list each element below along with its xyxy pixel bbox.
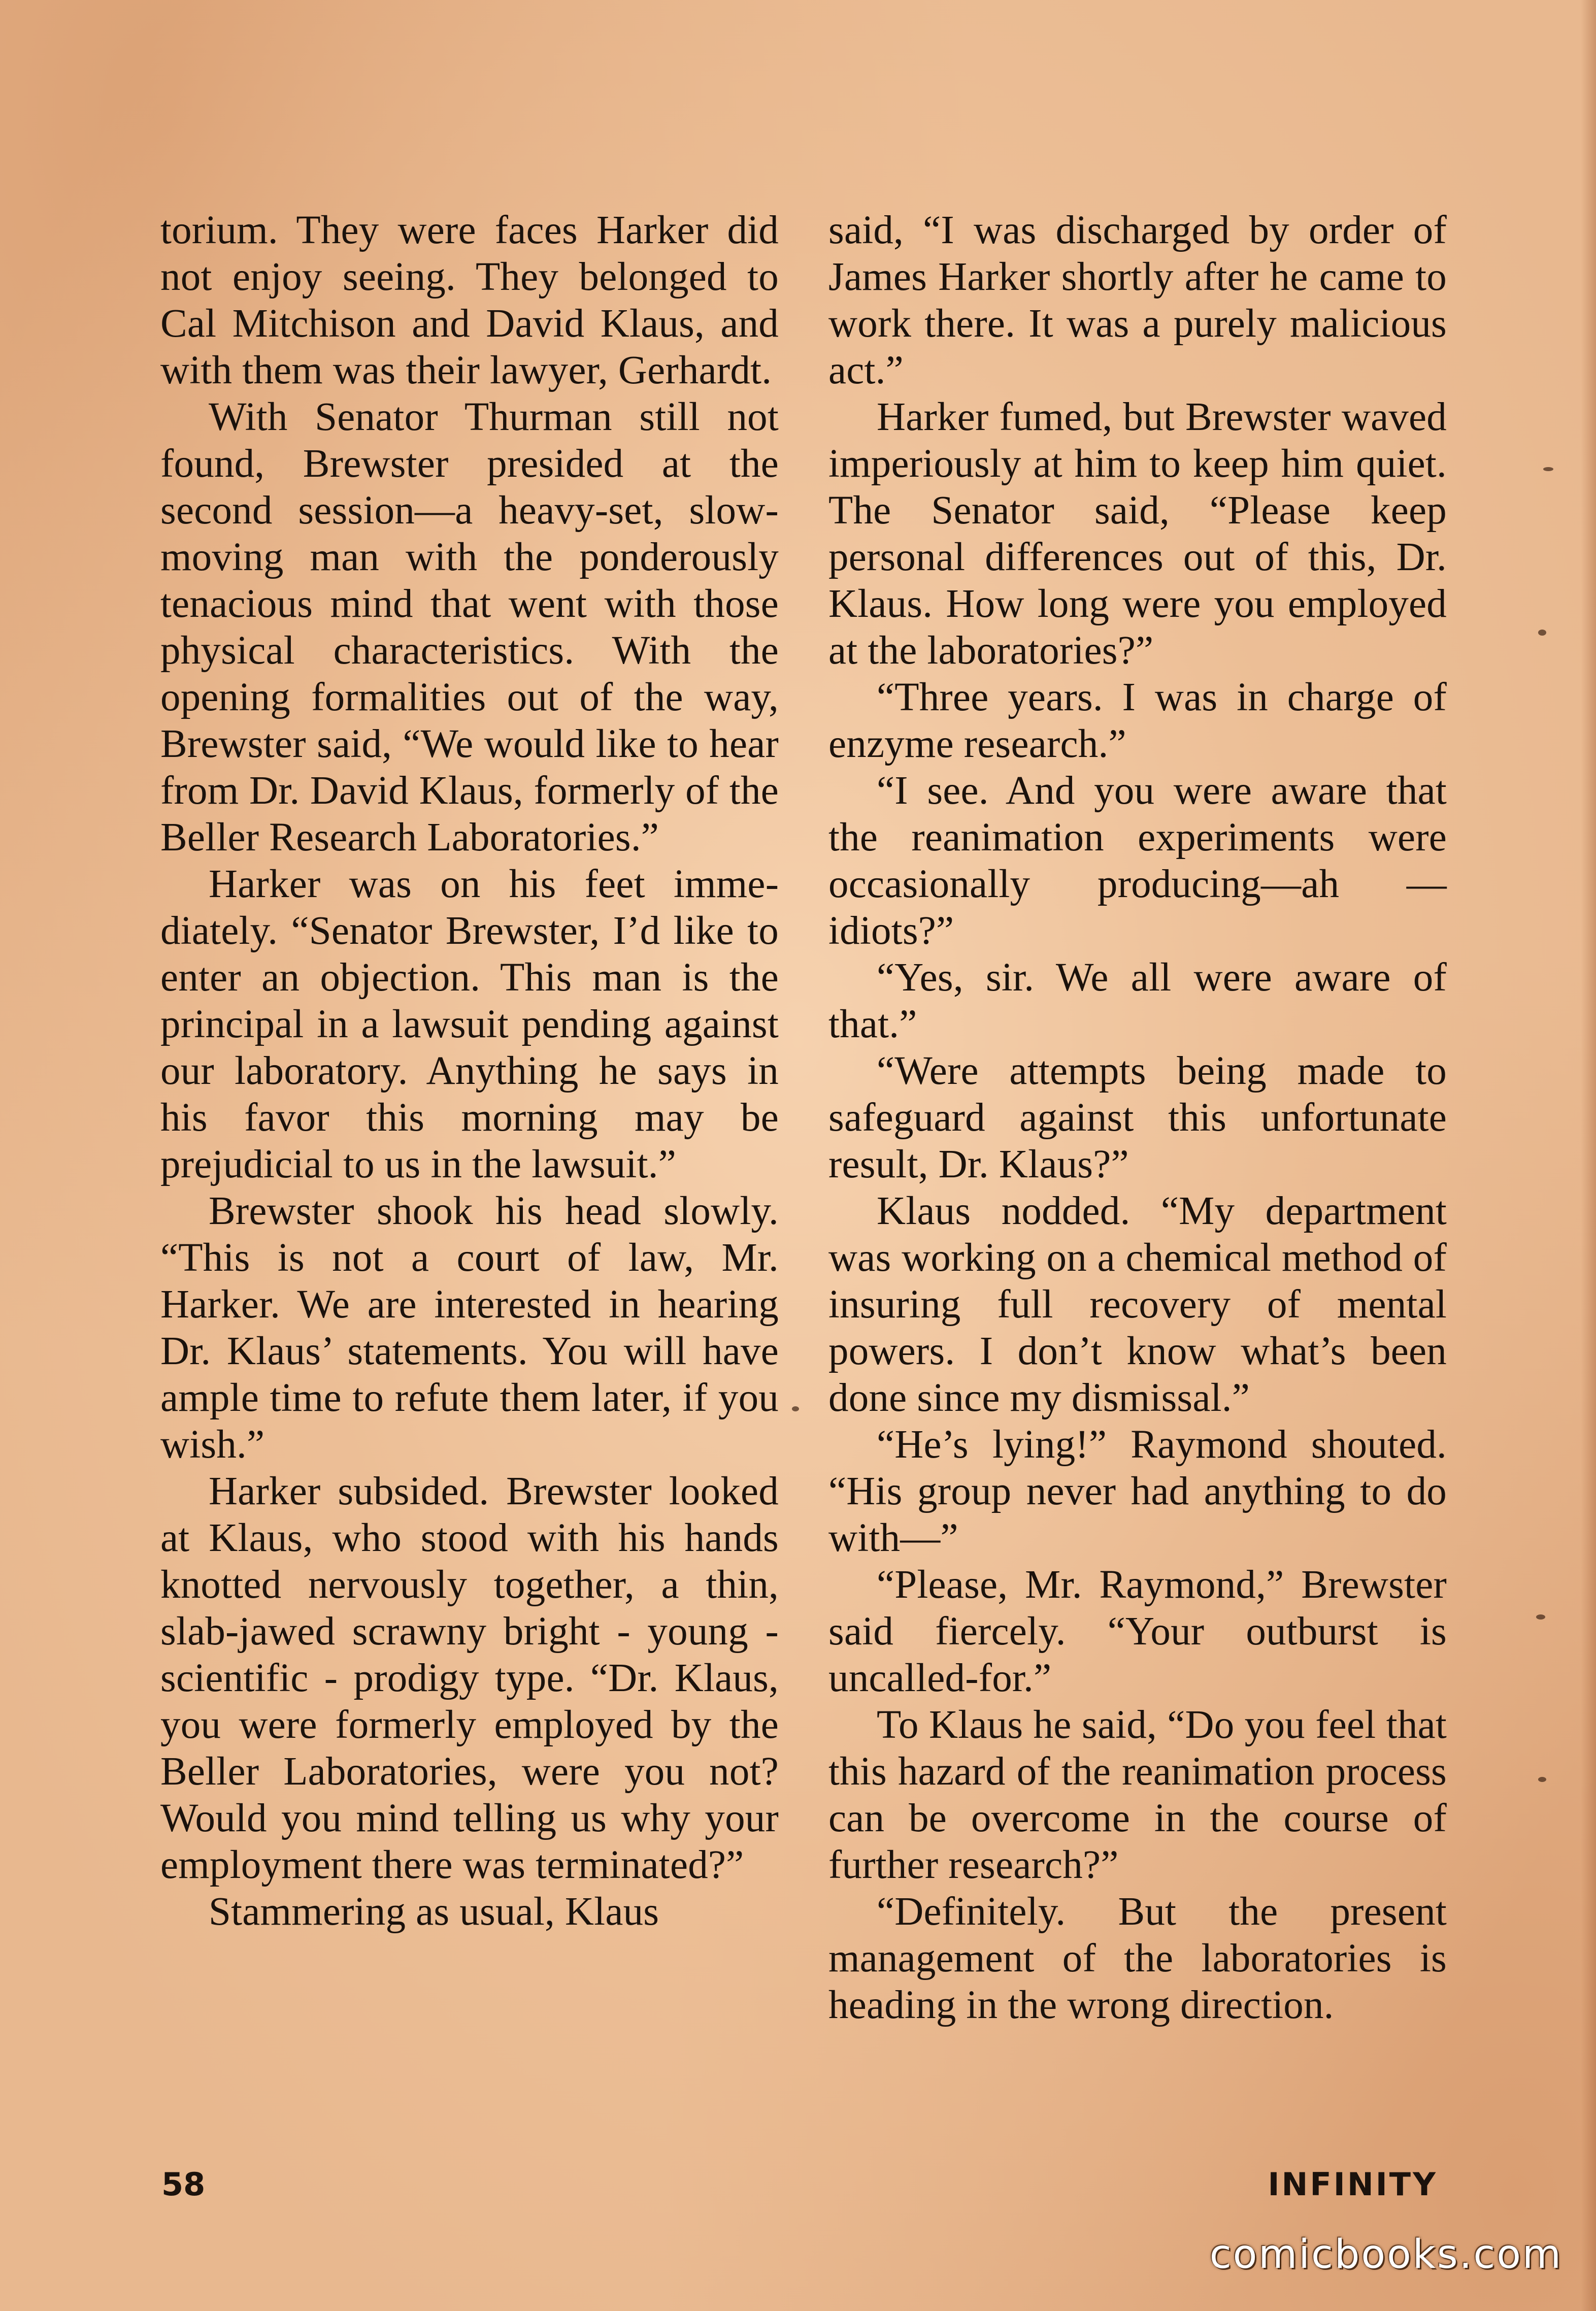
paragraph: torium. They were faces Harker did not enjoy seeing. They belonged to Cal Mitchison and David Klaus, and with them was their lawyer, Gerhardt. — [160, 208, 779, 392]
paragraph: “Definitely. But the present management of the laboratories is heading in the wrong direction. — [828, 1890, 1447, 2027]
paragraph: “Please, Mr. Raymond,” Brewster said fiercely. “Your outburst is uncalled-for.” — [828, 1563, 1447, 1700]
paragraph: “Yes, sir. We all were aware of that.” — [828, 955, 1447, 1046]
print-speck — [792, 1406, 799, 1411]
print-speck — [1543, 467, 1553, 471]
watermark: comicbooks.com — [1209, 2232, 1562, 2277]
paragraph: Brewster shook his head slowly. “This is not a court of law, Mr. Harker. We are interested in hearing Dr. Klaus’ statements. You will have ample time to refute them later, if you wish.” — [160, 1189, 779, 1467]
paragraph: “He’s lying!” Raymond shouted. “His group never had anything to do with—” — [828, 1423, 1447, 1560]
print-speck — [1538, 1777, 1546, 1782]
paragraph: Harker subsided. Brewster looked at Klaus, who stood with his hands knotted nervously together, a thin, slab-jawed scrawny bright - young - scientific - prodigy type. “Dr. Klaus, you were formerly employed by the Beller Laboratories, were you not? Would you mind telling us why your employment there was terminated?” — [160, 1469, 779, 1887]
paragraph: “I see. And you were aware that the reanimation experiments were occasionally producing—ah —idiots?” — [828, 769, 1447, 953]
paragraph: To Klaus he said, “Do you feel that this hazard of the reanimation process can be overcome in the course of further research?” — [828, 1703, 1447, 1887]
right-text-column — [828, 207, 1447, 2029]
paragraph: said, “I was discharged by order of James Harker shortly after he came to work there. It was a purely malicious act.” — [828, 208, 1447, 392]
paragraph: Harker fumed, but Brewster waved imperiously at him to keep him quiet. The Senator said, “Please keep personal differences out of this, Dr. Klaus. How long were you employed at the laboratories?” — [828, 395, 1447, 673]
paragraph: Stammering as usual, Klaus — [209, 1890, 659, 1934]
print-speck — [1536, 1614, 1545, 1620]
magazine-title: INFINITY — [1268, 2166, 1438, 2203]
page-number: 58 — [161, 2166, 206, 2203]
paragraph: Klaus nodded. “My department was working on a chemical method of insuring full recovery of mental powers. I don’t know what’s been done since my dismissal.” — [828, 1189, 1447, 1420]
print-speck — [1538, 630, 1546, 636]
paragraph: Harker was on his feet immediately. “Senator Brewster, I’d like to enter an objection. This man is the principal in a lawsuit pending against our laboratory. Anything he says in his favor this morning may be prejudicial to us in the lawsuit.” — [160, 862, 779, 1186]
paragraph: With Senator Thurman still not found, Brewster presided at the second session—a heavy-set, slow-moving man with the ponderously tenacious mind that went with those physical characteristics. With the opening formalities out of the way, Brewster said, “We would like to hear from Dr. David Klaus, formerly of the Beller Research Laboratories.” — [160, 395, 779, 860]
left-text-column — [160, 207, 779, 1935]
page-edge-shadow — [1581, 0, 1596, 2311]
paragraph: “Three years. I was in charge of enzyme research.” — [828, 675, 1447, 766]
paragraph: “Were attempts being made to safeguard against this unfortunate result, Dr. Klaus?” — [828, 1049, 1447, 1186]
